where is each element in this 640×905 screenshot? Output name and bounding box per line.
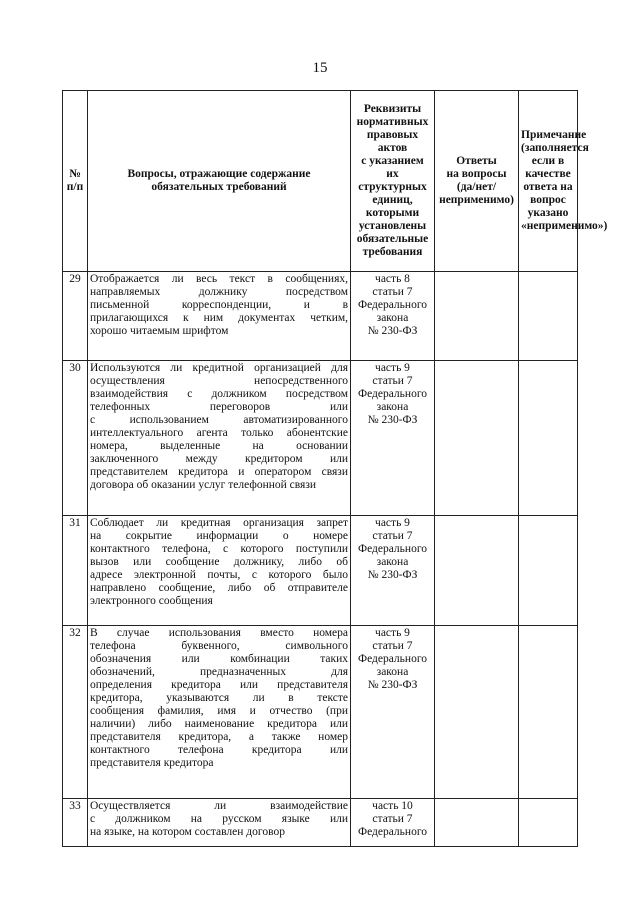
header-text-line: нормативных <box>356 116 429 128</box>
question-cell <box>88 361 351 516</box>
question-text-line: интеллектуального агента только абонентские <box>90 427 348 439</box>
requisites-text-line: № 230-ФЗ <box>367 679 418 691</box>
requisites-text-line: Федерального <box>357 543 428 555</box>
question-cell <box>88 799 351 847</box>
note-cell[interactable] <box>519 361 578 516</box>
question-text-line: наличии) либо наименование кредитора или <box>90 718 348 730</box>
table-row <box>63 799 578 847</box>
header-text-line: Ответы <box>456 155 497 167</box>
requisites-text-line: закона <box>376 312 409 324</box>
requisites-text-line: Федерального <box>357 299 428 311</box>
answer-cell[interactable] <box>435 272 519 361</box>
header-text-line: правовых <box>366 129 419 141</box>
answer-cell[interactable] <box>435 516 519 626</box>
header-text-line: которыми <box>365 207 420 219</box>
header-text-line: Реквизиты <box>363 103 422 115</box>
header-text-line: обязательные <box>356 233 429 245</box>
question-text-line: хорошо читаемым шрифтом <box>90 325 229 337</box>
requisites-text-line: часть 9 <box>375 362 410 374</box>
requirements-table <box>62 90 608 847</box>
answer-cell[interactable] <box>435 361 519 516</box>
question-text-line: Используются ли кредитной организацией для <box>90 362 348 374</box>
table-row <box>63 516 578 626</box>
question-text-line: взаимодействия с должником посредством <box>90 388 348 400</box>
question-text-line: осуществления непосредственного <box>90 375 348 387</box>
question-text-line: вызов или сообщение должнику, либо об <box>90 556 348 568</box>
requisites-cell <box>351 516 435 626</box>
header-text-line: «неприменимо») <box>521 220 608 232</box>
header-text-line: Вопросы, отражающие содержание <box>127 168 311 180</box>
question-cell <box>88 272 351 361</box>
question-cell <box>88 516 351 626</box>
question-text-line: обозначения или комбинации таких <box>90 653 348 665</box>
header-text-line: Примечание <box>521 129 587 141</box>
requisites-text-line: часть 9 <box>375 517 410 529</box>
question-text-line: номера, выделенные на основании <box>90 440 348 452</box>
requisites-text-line: № 230-ФЗ <box>367 414 418 426</box>
header-text-line: (заполняется <box>521 142 589 154</box>
row-number: 31 <box>63 516 88 626</box>
requisites-cell <box>351 626 435 799</box>
question-text-line: телефона буквенного, символьного <box>90 640 348 652</box>
header-text-line: структурных <box>358 181 427 193</box>
header-text-line: установлены <box>358 220 427 232</box>
requisites-text-line: Федерального <box>357 826 428 838</box>
question-text-line: кредитора, указываются ли в тексте <box>90 692 348 704</box>
header-text-line: их <box>386 168 399 180</box>
question-text-line: адресе электронной почты, с которого было <box>90 569 348 581</box>
requisites-text-line: часть 9 <box>375 627 410 639</box>
header-text-line: обязательных требований <box>151 181 287 193</box>
table-row <box>63 626 578 799</box>
row-number: 33 <box>63 799 88 847</box>
requisites-cell <box>351 361 435 516</box>
requisites-text-line: статьи 7 <box>372 286 413 298</box>
requisites-text-line: закона <box>376 666 409 678</box>
header-text-line: п/п <box>66 181 84 193</box>
question-text-line: Соблюдает ли кредитная организация запрет <box>90 517 348 529</box>
page-number: 15 <box>312 60 328 76</box>
answer-cell[interactable] <box>435 799 519 847</box>
requisites-text-line: часть 8 <box>375 273 410 285</box>
question-text-line: электронного сообщения <box>90 595 213 607</box>
requisites-cell <box>351 272 435 361</box>
requisites-text-line: закона <box>376 401 409 413</box>
requisites-text-line: № 230-ФЗ <box>367 569 418 581</box>
requisites-text-line: статьи 7 <box>372 375 413 387</box>
table-header-row <box>63 91 578 272</box>
table-row <box>63 272 578 361</box>
row-number: 32 <box>63 626 88 799</box>
question-text-line: Отображается ли весь текст в сообщениях, <box>90 273 348 285</box>
note-cell[interactable] <box>519 272 578 361</box>
header-text-line: актов <box>377 142 408 154</box>
question-text-line: с должником на русском языке или <box>90 813 348 825</box>
header-note <box>519 91 608 272</box>
question-text-line: телефонных переговоров или <box>90 401 348 413</box>
requisites-text-line: закона <box>376 556 409 568</box>
question-text-line: на сокрытие информации о номере <box>90 530 348 542</box>
header-text-line: неприменимо) <box>439 194 514 206</box>
requisites-text-line: Федерального <box>357 653 428 665</box>
question-text-line: направляемых должнику посредством <box>90 286 348 298</box>
note-cell[interactable] <box>519 516 578 626</box>
requisites-text-line: статьи 7 <box>372 530 413 542</box>
question-text-line: В случае использования вместо номера <box>90 627 348 639</box>
requisites-text-line: № 230-ФЗ <box>367 325 418 337</box>
table-row <box>63 361 578 516</box>
header-text-line: ответа на вопрос <box>523 181 573 206</box>
question-text-line: сообщения фамилия, имя и отчество (при <box>90 705 348 717</box>
question-text-line: договора об оказании услуг телефонной связи <box>90 479 317 491</box>
requisites-text-line: часть 10 <box>372 800 413 812</box>
note-cell[interactable] <box>519 799 578 847</box>
header-text-line: (да/нет/ <box>456 181 497 193</box>
requisites-text-line: Федерального <box>357 388 428 400</box>
question-text-line: определения кредитора или представителя <box>90 679 348 691</box>
requisites-text-line: статьи 7 <box>372 640 413 652</box>
question-text-line: Осуществляется ли взаимодействие <box>90 800 348 812</box>
header-text-line: с указанием <box>361 155 424 167</box>
question-text-line: на языке, на котором составлен договор <box>90 826 285 838</box>
header-text-line: если в качестве <box>525 155 571 180</box>
question-text-line: прилагающихся к ним документах четким, <box>90 312 348 324</box>
question-text-line: представителя кредитора, а также номер <box>90 731 348 743</box>
question-text-line: с использованием автоматизированного <box>90 414 348 426</box>
note-cell[interactable] <box>519 626 578 799</box>
header-text-line: указано <box>527 207 569 219</box>
requisites-cell <box>351 799 435 847</box>
question-text-line: контактного телефона, с которого поступили <box>90 543 348 555</box>
requisites-text-line: статьи 7 <box>372 813 413 825</box>
question-text-line: контактного телефона кредитора или <box>90 744 348 756</box>
question-text-line: письменной корреспонденции, и в <box>90 299 348 311</box>
question-text-line: представителем кредитора и оператором связи <box>90 466 348 478</box>
header-requisites <box>351 91 435 272</box>
question-text-line: обозначений, предназначенных для <box>90 666 348 678</box>
header-text-line: требования <box>362 246 423 258</box>
row-number: 30 <box>63 361 88 516</box>
question-text-line: направлено сообщение, либо об отправителе <box>90 582 348 594</box>
answer-cell[interactable] <box>435 626 519 799</box>
question-cell <box>88 626 351 799</box>
question-text-line: заключенного между кредитором или <box>90 453 348 465</box>
header-answers <box>435 91 519 272</box>
header-text-line: единиц, <box>372 194 413 206</box>
header-text-line: на вопросы <box>446 168 507 180</box>
question-text-line: представителя кредитора <box>90 757 214 769</box>
header-question <box>88 91 351 272</box>
header-num <box>63 91 88 272</box>
row-number: 29 <box>63 272 88 361</box>
header-text-line: № <box>69 168 81 180</box>
